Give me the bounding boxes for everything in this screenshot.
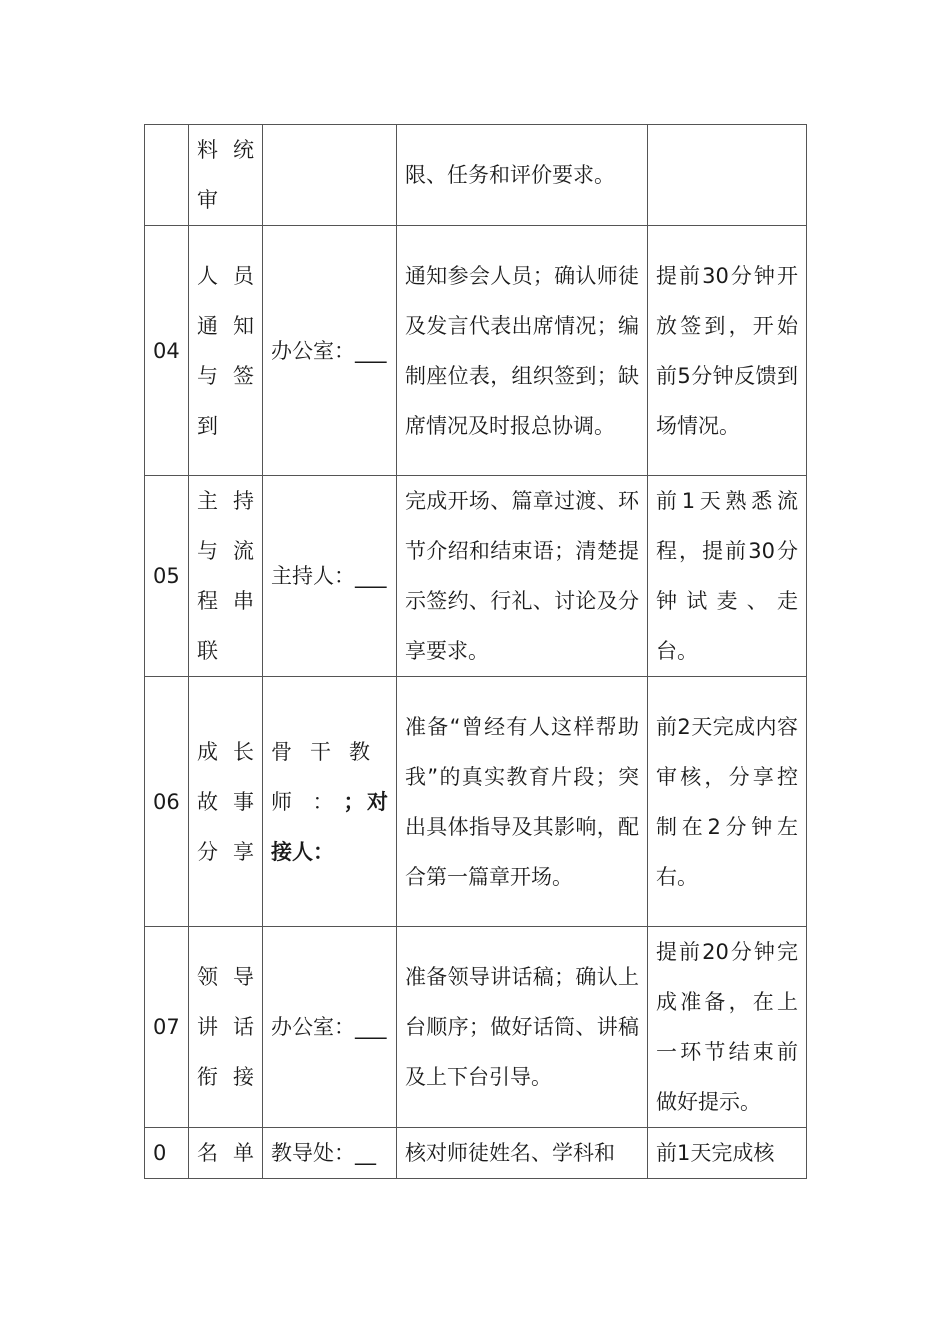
task-requirements: 核对师徒姓名、学科和 — [397, 1128, 648, 1179]
task-name: 成长故事分享 — [189, 677, 263, 927]
task-name: 领导讲话衔接 — [189, 927, 263, 1128]
row-number: 06 — [145, 677, 189, 927]
table-row — [145, 1128, 807, 1179]
task-owner: 主持人：___ — [263, 476, 397, 677]
row-number: 05 — [145, 476, 189, 677]
task-owner — [263, 125, 397, 226]
task-name: 料统审 — [189, 125, 263, 226]
row-number — [145, 125, 189, 226]
task-table — [144, 124, 807, 1179]
task-name: 名单 — [189, 1128, 263, 1179]
task-owner-label: 骨干教师： — [271, 739, 388, 814]
task-timing: 提前20分钟完成准备，在上一环节结束前做好提示。 — [648, 927, 807, 1128]
task-timing — [648, 125, 807, 226]
task-timing: 前1天熟悉流程，提前30分钟试麦、走台。 — [648, 476, 807, 677]
row-number: 07 — [145, 927, 189, 1128]
task-timing: 提前30分钟开放签到，开始前5分钟反馈到场情况。 — [648, 226, 807, 476]
task-timing: 前2天完成内容审核，分享控制在2分钟左右。 — [648, 677, 807, 927]
task-requirements: 准备领导讲话稿；确认上台顺序；做好话筒、讲稿及上下台引导。 — [397, 927, 648, 1128]
task-requirements: 完成开场、篇章过渡、环节介绍和结束语；清楚提示签约、行礼、讨论及分享要求。 — [397, 476, 648, 677]
task-name: 人员通知与签到 — [189, 226, 263, 476]
row-number: 04 — [145, 226, 189, 476]
table-row — [145, 226, 807, 476]
table-row — [145, 125, 807, 226]
task-timing: 前1天完成核 — [648, 1128, 807, 1179]
task-name: 主持与流程串联 — [189, 476, 263, 677]
row-number: 0 — [145, 1128, 189, 1179]
task-owner: 办公室：___ — [263, 927, 397, 1128]
table-row — [145, 476, 807, 677]
task-owner: 教导处：__ — [263, 1128, 397, 1179]
task-requirements: 限、任务和评价要求。 — [397, 125, 648, 226]
table-row — [145, 927, 807, 1128]
table-row — [145, 677, 807, 927]
task-owner-contact: ；对接人： — [271, 789, 388, 864]
task-owner: 办公室：___ — [263, 226, 397, 476]
task-requirements: 通知参会人员；确认师徒及发言代表出席情况；编制座位表，组织签到；缺席情况及时报总协调。 — [397, 226, 648, 476]
task-requirements: 准备“曾经有人这样帮助我”的真实教育片段；突出具体指导及其影响，配合第一篇章开场。 — [397, 677, 648, 927]
task-owner — [263, 677, 397, 927]
